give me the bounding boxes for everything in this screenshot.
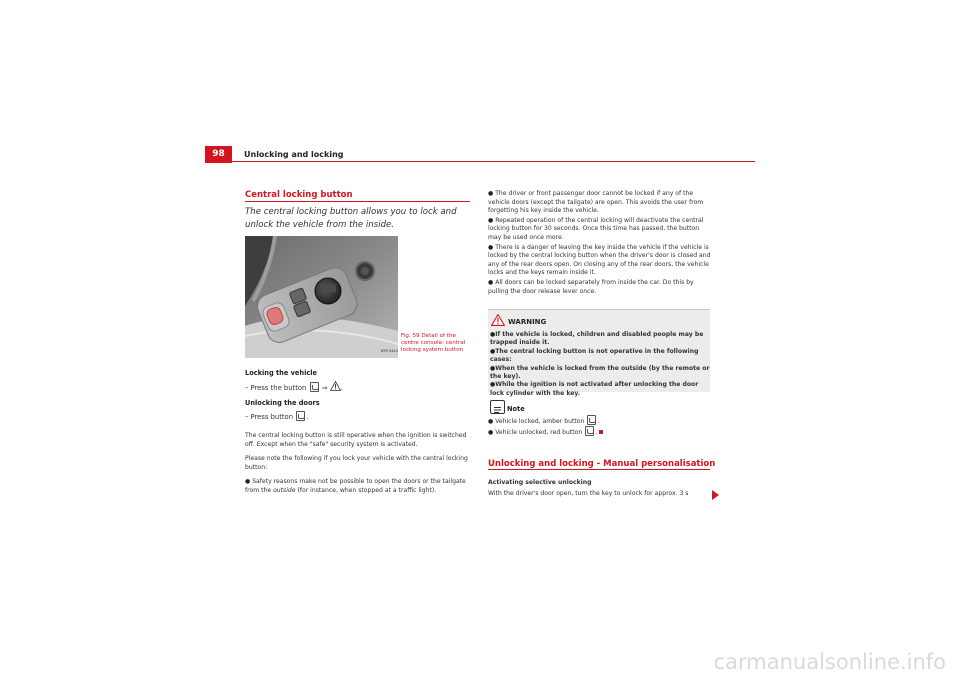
figure-photo: [245, 236, 398, 358]
section-title-2: Unlocking and locking - Manual personalisation: [488, 459, 716, 469]
warning-title: WARNING: [508, 318, 547, 326]
warning-list: [490, 331, 710, 398]
watermark: carmanualsonline.info: [713, 650, 946, 674]
bullet-text: Safety reasons make not be possible to open the doors or the tailgate from the: [245, 478, 466, 494]
right-bullet-list: [488, 190, 712, 296]
section-rule-2: [488, 469, 710, 470]
locking-heading: Locking the vehicle: [245, 369, 317, 377]
warning-item: ●When the vehicle is locked from the outside (by the remote or the key).: [490, 364, 710, 381]
warning-box: [488, 309, 710, 397]
page-number: 98: [205, 146, 232, 163]
list-item: [488, 244, 712, 278]
bullet-text-end: (for instance, when stopped at a traffic light).: [297, 486, 437, 494]
list-item-text-end: .: [594, 287, 597, 295]
note-item: ● Vehicle locked, amber button .: [488, 415, 712, 427]
list-item: [488, 279, 712, 296]
warning-item: ●If the vehicle is locked, children and disabled people may be trapped inside it.: [490, 331, 704, 347]
section2-text: With the driver's door open, turn the key to unlock for approx. 3 s: [488, 490, 689, 497]
running-header: Unlocking and locking: [244, 150, 344, 159]
arrow-ref: ⇒: [321, 384, 328, 392]
list-item-text: Repeated operation of the central locking will deactivate the central locking button for 30 seconds. Once this time has passed, the button may be used once more.: [488, 216, 704, 241]
end-marker: [599, 430, 603, 434]
figure-caption: Fig. 59 Detail of the centre console: central locking system button: [401, 333, 466, 353]
bullet-dot: ●: [488, 243, 494, 251]
figure-code: B5P-0444: [381, 349, 398, 353]
bullet-dot: ●: [488, 278, 494, 286]
bullet-dot: ●: [488, 190, 494, 197]
note-title: Note: [507, 405, 525, 413]
body-paragraph-2: Please note the following if you lock your vehicle with the central locking button:: [245, 455, 468, 471]
unlocking-heading: Unlocking the doors: [245, 399, 320, 407]
section-rule: [245, 201, 470, 202]
locking-step: – Press the button ⇒ .: [245, 381, 343, 393]
note-item-text: Vehicle unlocked, red button: [495, 429, 583, 436]
bullet-dot: ●: [488, 429, 494, 436]
body-paragraph-1: The central locking button is still operative when the ignition is switched off. Except when the "safe" security system is activated.: [245, 432, 467, 448]
list-item: [488, 217, 712, 243]
note-item-text: Vehicle locked, amber button: [495, 418, 585, 425]
lock-button-icon: [310, 382, 319, 392]
locking-step-text: – Press the button: [245, 384, 307, 392]
bullet-emphasis: outside: [273, 486, 296, 494]
list-item-text: There is a danger of leaving the key inside the vehicle if the vehicle is locked by the central locking button when the driver's door is closed and any of the rear doors open. On closing any of the rear doors, the vehicle locks and the keys remain inside it.: [488, 243, 711, 277]
bullet-dot: ●: [245, 478, 251, 485]
warning-item: ●The central locking button is not operative in the following cases:: [490, 347, 699, 364]
list-item-text: The driver or front passenger door cannot be locked if any of the vehicle doors (except the tailgate) are open. This avoids the user from forgetting his key inside the vehicle.: [488, 190, 704, 215]
bullet-dot: ●: [490, 331, 496, 338]
header-rule: [205, 161, 755, 162]
bullet-dot: ●: [490, 364, 496, 372]
bullet-dot: ●: [490, 381, 496, 389]
unlocking-step-text: – Press button: [245, 413, 294, 421]
subheading: Activating selective unlocking: [488, 479, 592, 486]
section-title: Central locking button: [245, 190, 353, 200]
unlocking-step: – Press button .: [245, 413, 309, 421]
lock-button-icon: [587, 415, 596, 425]
warning-triangle-icon: [330, 381, 341, 391]
continue-arrow-icon: [712, 490, 719, 500]
list-item: [488, 190, 712, 216]
bullet-dot: ●: [488, 418, 494, 425]
note-item: ● Vehicle unlocked, red button .: [488, 426, 712, 438]
unlock-button-icon: [296, 411, 305, 421]
bullet-item: [245, 478, 473, 495]
bullet-dot: ●: [490, 347, 496, 355]
warning-triangle-icon: [491, 314, 505, 326]
list-item-text: All doors can be locked separately from inside the car. Do this by pulling the door release lever: [488, 278, 694, 295]
list-item-emphasis: once: [579, 287, 595, 295]
unlock-button-icon: [585, 426, 594, 436]
bullet-dot: ●: [488, 216, 494, 224]
section-intro: The central locking button allows you to lock and unlock the vehicle from the inside.: [245, 207, 457, 230]
note-icon: [490, 400, 505, 414]
warning-item: ●While the ignition is not activated after unlocking the door lock cylinder with the key.: [490, 381, 699, 397]
